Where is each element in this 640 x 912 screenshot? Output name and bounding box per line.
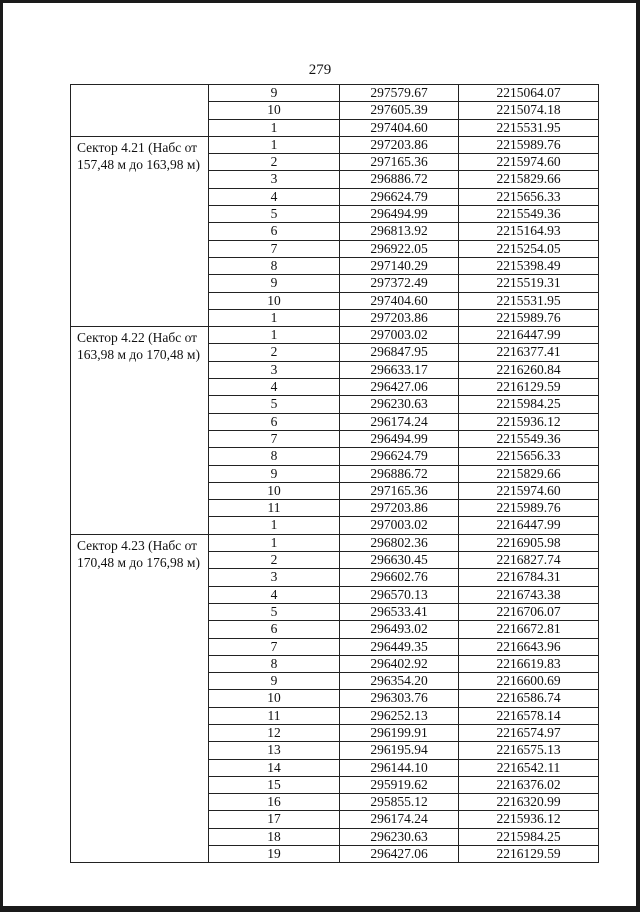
- x-coordinate: 296427.06: [340, 379, 459, 396]
- coordinates-table-container: [70, 84, 598, 863]
- scan-border-right: [636, 0, 640, 912]
- y-coordinate: 2215656.33: [459, 448, 599, 465]
- point-number: 10: [209, 292, 340, 309]
- point-number: 6: [209, 223, 340, 240]
- sector-label: [71, 85, 209, 137]
- x-coordinate: 296174.24: [340, 811, 459, 828]
- x-coordinate: 296199.91: [340, 724, 459, 741]
- y-coordinate: 2216743.38: [459, 586, 599, 603]
- y-coordinate: 2216586.74: [459, 690, 599, 707]
- x-coordinate: 296195.94: [340, 742, 459, 759]
- table-row: [71, 85, 599, 102]
- y-coordinate: 2216643.96: [459, 638, 599, 655]
- point-number: 2: [209, 552, 340, 569]
- x-coordinate: 296144.10: [340, 759, 459, 776]
- scan-border-bottom: [0, 906, 640, 912]
- x-coordinate: 296427.06: [340, 846, 459, 863]
- y-coordinate: 2215936.12: [459, 811, 599, 828]
- sector-label: Сектор 4.22 (Набс от 163,98 м до 170,48 м): [71, 327, 209, 535]
- point-number: 1: [209, 534, 340, 551]
- x-coordinate: 296230.63: [340, 396, 459, 413]
- y-coordinate: 2216376.02: [459, 776, 599, 793]
- y-coordinate: 2215974.60: [459, 482, 599, 499]
- y-coordinate: 2216600.69: [459, 673, 599, 690]
- point-number: 10: [209, 102, 340, 119]
- coordinates-table-body: [71, 85, 599, 863]
- point-number: 9: [209, 673, 340, 690]
- point-number: 18: [209, 828, 340, 845]
- point-number: 8: [209, 448, 340, 465]
- y-coordinate: 2216129.59: [459, 846, 599, 863]
- x-coordinate: 297203.86: [340, 309, 459, 326]
- y-coordinate: 2216672.81: [459, 621, 599, 638]
- y-coordinate: 2215074.18: [459, 102, 599, 119]
- table-row: [71, 327, 599, 344]
- x-coordinate: 297404.60: [340, 119, 459, 136]
- y-coordinate: 2216784.31: [459, 569, 599, 586]
- x-coordinate: 296354.20: [340, 673, 459, 690]
- x-coordinate: 297003.02: [340, 517, 459, 534]
- x-coordinate: 296494.99: [340, 206, 459, 223]
- y-coordinate: 2215936.12: [459, 413, 599, 430]
- y-coordinate: 2215549.36: [459, 206, 599, 223]
- y-coordinate: 2216447.99: [459, 327, 599, 344]
- x-coordinate: 296303.76: [340, 690, 459, 707]
- scan-border-top: [0, 0, 640, 3]
- y-coordinate: 2216905.98: [459, 534, 599, 551]
- x-coordinate: 296847.95: [340, 344, 459, 361]
- point-number: 2: [209, 154, 340, 171]
- point-number: 6: [209, 413, 340, 430]
- point-number: 16: [209, 794, 340, 811]
- x-coordinate: 295855.12: [340, 794, 459, 811]
- point-number: 9: [209, 465, 340, 482]
- y-coordinate: 2215989.76: [459, 136, 599, 153]
- x-coordinate: 295919.62: [340, 776, 459, 793]
- point-number: 4: [209, 379, 340, 396]
- y-coordinate: 2216619.83: [459, 655, 599, 672]
- point-number: 10: [209, 482, 340, 499]
- point-number: 1: [209, 327, 340, 344]
- x-coordinate: 296922.05: [340, 240, 459, 257]
- point-number: 5: [209, 396, 340, 413]
- point-number: 17: [209, 811, 340, 828]
- y-coordinate: 2216706.07: [459, 603, 599, 620]
- coordinates-table: [70, 84, 599, 863]
- sector-label: Сектор 4.21 (Набс от 157,48 м до 163,98 м): [71, 136, 209, 326]
- y-coordinate: 2215984.25: [459, 396, 599, 413]
- point-number: 1: [209, 136, 340, 153]
- x-coordinate: 296602.76: [340, 569, 459, 586]
- y-coordinate: 2215829.66: [459, 465, 599, 482]
- y-coordinate: 2215829.66: [459, 171, 599, 188]
- point-number: 12: [209, 724, 340, 741]
- table-row: [71, 534, 599, 551]
- y-coordinate: 2216827.74: [459, 552, 599, 569]
- x-coordinate: 297404.60: [340, 292, 459, 309]
- y-coordinate: 2216129.59: [459, 379, 599, 396]
- point-number: 13: [209, 742, 340, 759]
- page-number: 279: [308, 62, 332, 78]
- y-coordinate: 2216575.13: [459, 742, 599, 759]
- point-number: 4: [209, 586, 340, 603]
- x-coordinate: 296493.02: [340, 621, 459, 638]
- x-coordinate: 297605.39: [340, 102, 459, 119]
- y-coordinate: 2216377.41: [459, 344, 599, 361]
- y-coordinate: 2215989.76: [459, 309, 599, 326]
- x-coordinate: 297372.49: [340, 275, 459, 292]
- y-coordinate: 2215531.95: [459, 292, 599, 309]
- y-coordinate: 2215254.05: [459, 240, 599, 257]
- x-coordinate: 296449.35: [340, 638, 459, 655]
- y-coordinate: 2216574.97: [459, 724, 599, 741]
- point-number: 11: [209, 500, 340, 517]
- x-coordinate: 296494.99: [340, 430, 459, 447]
- y-coordinate: 2216447.99: [459, 517, 599, 534]
- scan-border-left: [0, 0, 3, 912]
- y-coordinate: 2215531.95: [459, 119, 599, 136]
- point-number: 14: [209, 759, 340, 776]
- y-coordinate: 2215549.36: [459, 430, 599, 447]
- y-coordinate: 2215984.25: [459, 828, 599, 845]
- y-coordinate: 2216578.14: [459, 707, 599, 724]
- point-number: 5: [209, 206, 340, 223]
- x-coordinate: 296533.41: [340, 603, 459, 620]
- point-number: 3: [209, 361, 340, 378]
- sector-label: Сектор 4.23 (Набс от 170,48 м до 176,98 м): [71, 534, 209, 863]
- point-number: 3: [209, 171, 340, 188]
- x-coordinate: 296630.45: [340, 552, 459, 569]
- y-coordinate: 2215398.49: [459, 257, 599, 274]
- y-coordinate: 2215656.33: [459, 188, 599, 205]
- x-coordinate: 296624.79: [340, 448, 459, 465]
- point-number: 1: [209, 309, 340, 326]
- x-coordinate: 296570.13: [340, 586, 459, 603]
- x-coordinate: 297579.67: [340, 85, 459, 102]
- y-coordinate: 2216320.99: [459, 794, 599, 811]
- x-coordinate: 296624.79: [340, 188, 459, 205]
- y-coordinate: 2215519.31: [459, 275, 599, 292]
- x-coordinate: 296886.72: [340, 465, 459, 482]
- x-coordinate: 296633.17: [340, 361, 459, 378]
- y-coordinate: 2215164.93: [459, 223, 599, 240]
- table-row: [71, 136, 599, 153]
- point-number: 8: [209, 257, 340, 274]
- point-number: 7: [209, 430, 340, 447]
- y-coordinate: 2216542.11: [459, 759, 599, 776]
- x-coordinate: 297003.02: [340, 327, 459, 344]
- point-number: 5: [209, 603, 340, 620]
- x-coordinate: 296252.13: [340, 707, 459, 724]
- point-number: 7: [209, 240, 340, 257]
- point-number: 9: [209, 85, 340, 102]
- point-number: 15: [209, 776, 340, 793]
- point-number: 8: [209, 655, 340, 672]
- x-coordinate: 296402.92: [340, 655, 459, 672]
- x-coordinate: 297140.29: [340, 257, 459, 274]
- point-number: 4: [209, 188, 340, 205]
- x-coordinate: 296174.24: [340, 413, 459, 430]
- point-number: 9: [209, 275, 340, 292]
- point-number: 7: [209, 638, 340, 655]
- point-number: 3: [209, 569, 340, 586]
- y-coordinate: 2215064.07: [459, 85, 599, 102]
- point-number: 1: [209, 517, 340, 534]
- y-coordinate: 2215974.60: [459, 154, 599, 171]
- x-coordinate: 296886.72: [340, 171, 459, 188]
- point-number: 10: [209, 690, 340, 707]
- x-coordinate: 297203.86: [340, 136, 459, 153]
- point-number: 1: [209, 119, 340, 136]
- x-coordinate: 297165.36: [340, 482, 459, 499]
- x-coordinate: 297203.86: [340, 500, 459, 517]
- point-number: 2: [209, 344, 340, 361]
- x-coordinate: 296230.63: [340, 828, 459, 845]
- x-coordinate: 296802.36: [340, 534, 459, 551]
- x-coordinate: 297165.36: [340, 154, 459, 171]
- point-number: 11: [209, 707, 340, 724]
- y-coordinate: 2216260.84: [459, 361, 599, 378]
- point-number: 19: [209, 846, 340, 863]
- x-coordinate: 296813.92: [340, 223, 459, 240]
- y-coordinate: 2215989.76: [459, 500, 599, 517]
- point-number: 6: [209, 621, 340, 638]
